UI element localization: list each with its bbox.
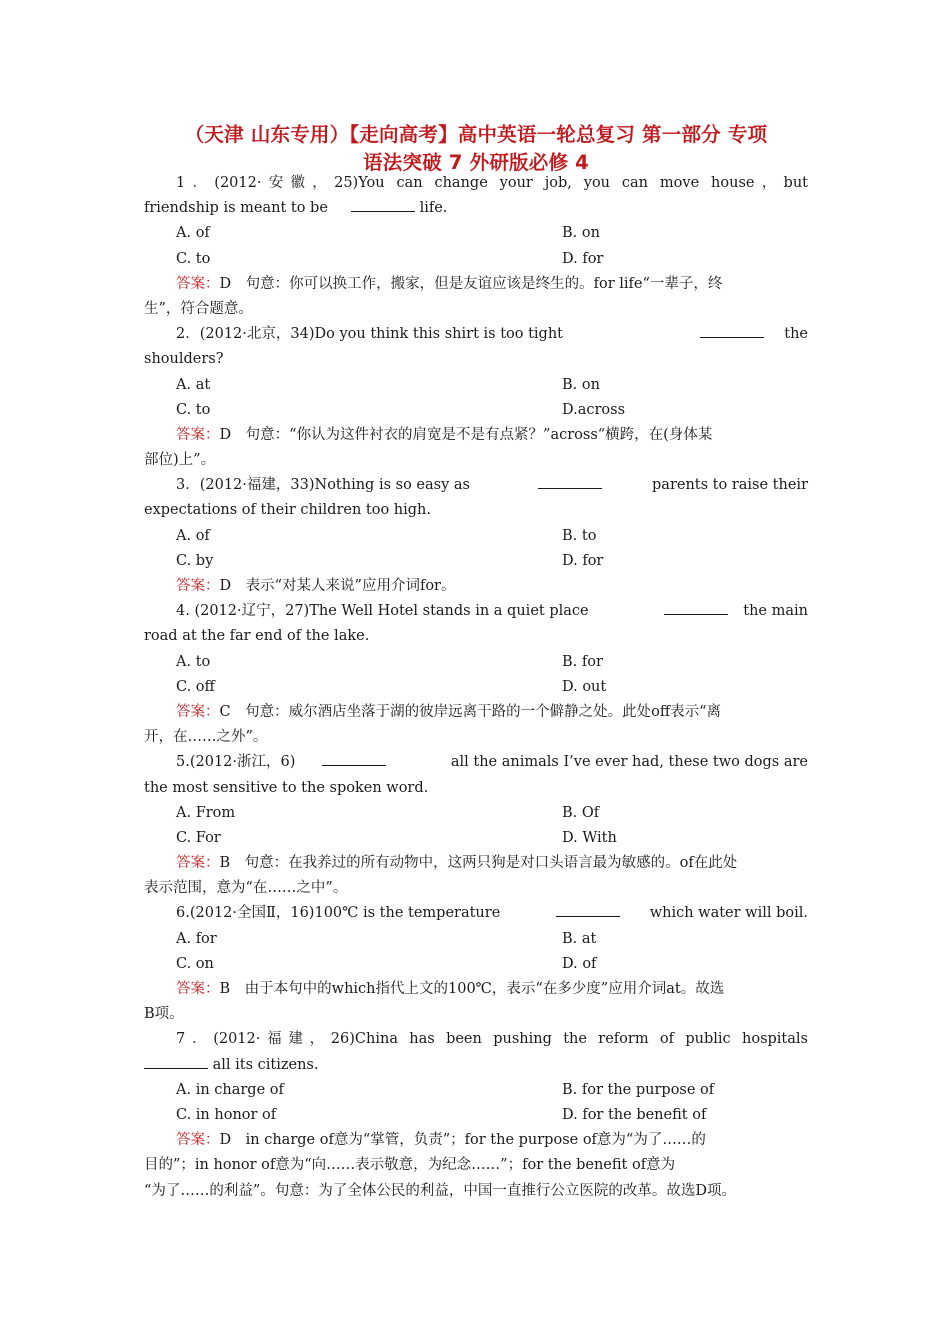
- question-2-line-2: shoulders?: [144, 351, 224, 368]
- question-2-line-1: 2．(2012·北京，34)Do you think this shirt is too tight the: [144, 322, 808, 347]
- option-c: C. For: [176, 829, 221, 846]
- option-b: B. on: [562, 376, 600, 393]
- question-1-options-row-2: [144, 247, 808, 272]
- answer-7-line-1: 答案：D in charge of意为“掌管，负责”；for the purpose of意为“为了……的: [176, 1132, 706, 1149]
- option-d: D. for: [562, 250, 604, 267]
- question-2-options-row-1: [144, 373, 808, 398]
- answer-7-line-2: 目的”；in honor of意为“向……表示敬意，为纪念……”；for the benefit of意为: [144, 1157, 676, 1174]
- answer-blank: [700, 323, 764, 338]
- question-5-line-2: the most sensitive to the spoken word.: [144, 779, 429, 796]
- option-a: A. From: [176, 804, 236, 821]
- answer-2-line-2: 部位)上”。: [144, 452, 216, 469]
- answer-1-line-1: 答案：D 句意：你可以换工作，搬家，但是友谊应该是终生的。for life“一辈子，终: [176, 275, 723, 292]
- title-line-1: （天津 山东专用）【走向高考】高中英语一轮总复习 第一部分 专项: [184, 123, 768, 146]
- question-4-options-row-1: [144, 650, 808, 675]
- question-6-options-row-2: [144, 952, 808, 977]
- answer-7-line-3: “为了……的利益”。句意：为了全体公民的利益，中国一直推行公立医院的改革。故选D项。: [144, 1182, 736, 1199]
- question-5-options-row-2: [144, 826, 808, 851]
- question-2-options-row-2: [144, 398, 808, 423]
- answer-label: 答案：: [176, 1132, 220, 1149]
- title-line-2: 语法突破 7 外研版必修 4: [363, 151, 589, 174]
- answer-4-line-1: 答案：C 句意：威尔酒店坐落于湖的彼岸远离干路的一个僻静之处。此处off表示“离: [176, 703, 722, 720]
- answer-2-line-1: 答案：D 句意：“你认为这件衬衣的肩宽是不是有点紧？”across“横跨，在(身体某: [176, 426, 713, 443]
- answer-label: 答案：: [176, 855, 220, 872]
- option-c: C. in honor of: [176, 1106, 277, 1123]
- answer-blank: [351, 197, 415, 212]
- option-b: B. for: [562, 653, 603, 670]
- option-c: C. to: [176, 250, 211, 267]
- option-d: D.across: [562, 401, 626, 418]
- answer-blank: [556, 902, 620, 917]
- answer-label: 答案：: [176, 981, 220, 997]
- question-1-line-2: friendship is meant to be life.: [144, 196, 808, 221]
- document-title: [144, 121, 808, 177]
- option-a: A. for: [176, 930, 217, 947]
- answer-blank: [322, 751, 386, 766]
- answer-4-line-2: 开，在……之外”。: [144, 729, 268, 746]
- option-c: C. off: [176, 678, 215, 695]
- question-3-line-2: expectations of their children too high.: [144, 502, 432, 519]
- question-1-line-1: 1．(2012·安徽，25)You can change your job, you can move house，but: [176, 175, 808, 191]
- option-b: B. Of: [562, 804, 600, 821]
- answer-label: 答案：: [176, 578, 220, 594]
- option-b: B. to: [562, 527, 597, 544]
- answer-label: 答案：: [176, 275, 220, 292]
- option-c: C. by: [176, 552, 214, 569]
- option-b: B. at: [562, 930, 597, 947]
- question-6-line-1: 6.(2012·全国Ⅱ，16)100℃ is the temperature which water will boil.: [144, 901, 808, 926]
- answer-label: 答案：: [176, 703, 220, 720]
- question-3-options-row-1: [144, 524, 808, 549]
- option-c: C. on: [176, 955, 214, 972]
- option-d: D. With: [562, 829, 617, 846]
- option-a: A. to: [176, 653, 211, 670]
- answer-3-line-1: 答案：D 表示“对某人来说”应用介词for。: [176, 578, 456, 594]
- option-c: C. to: [176, 401, 211, 418]
- answer-blank: [538, 474, 602, 489]
- option-d: D. of: [562, 955, 597, 972]
- answer-6-line-1: 答案：B 由于本句中的which指代上文的100℃，表示“在多少度”应用介词at。故选: [176, 981, 725, 997]
- questions-body: [144, 171, 808, 1204]
- answer-5-line-2: 表示范围，意为“在……之中”。: [144, 880, 348, 897]
- question-7-options-row-2: [144, 1103, 808, 1128]
- option-d: D. out: [562, 678, 607, 695]
- question-1-options-row-1: [144, 221, 808, 246]
- question-4-options-row-2: [144, 675, 808, 700]
- answer-5-line-1: 答案：B 句意：在我养过的所有动物中，这两只狗是对口头语言最为敏感的。of在此处: [176, 855, 738, 872]
- question-4-line-2: road at the far end of the lake.: [144, 628, 370, 645]
- option-a: A. of: [176, 527, 210, 544]
- option-d: D. for the benefit of: [562, 1106, 707, 1123]
- option-a: A. in charge of: [176, 1081, 284, 1098]
- question-6-options-row-1: [144, 927, 808, 952]
- option-a: A. at: [176, 376, 211, 393]
- answer-6-line-2: B项。: [144, 1006, 184, 1023]
- question-7-line-2: all its citizens.: [144, 1053, 808, 1078]
- answer-blank: [144, 1054, 208, 1069]
- question-5-line-1: 5.(2012·浙江，6) all the animals I’ve ever had, these two dogs are: [144, 750, 808, 775]
- option-b: B. on: [562, 225, 600, 242]
- question-3-line-1: 3．(2012·福建，33)Nothing is so easy as parents to raise their: [144, 473, 808, 498]
- answer-1-line-2: 生”，符合题意。: [144, 300, 253, 317]
- option-d: D. for: [562, 552, 604, 569]
- question-7-line-1: 7．(2012·福建，26)China has been pushing the reform of public hospitals: [176, 1031, 808, 1048]
- answer-blank: [664, 600, 728, 615]
- answer-label: 答案：: [176, 426, 220, 443]
- option-b: B. for the purpose of: [562, 1081, 715, 1098]
- question-3-options-row-2: [144, 549, 808, 574]
- question-7-options-row-1: [144, 1078, 808, 1103]
- option-a: A. of: [176, 225, 210, 242]
- question-5-options-row-1: [144, 801, 808, 826]
- question-4-line-1: 4. (2012·辽宁，27)The Well Hotel stands in a quiet place the main: [144, 599, 808, 624]
